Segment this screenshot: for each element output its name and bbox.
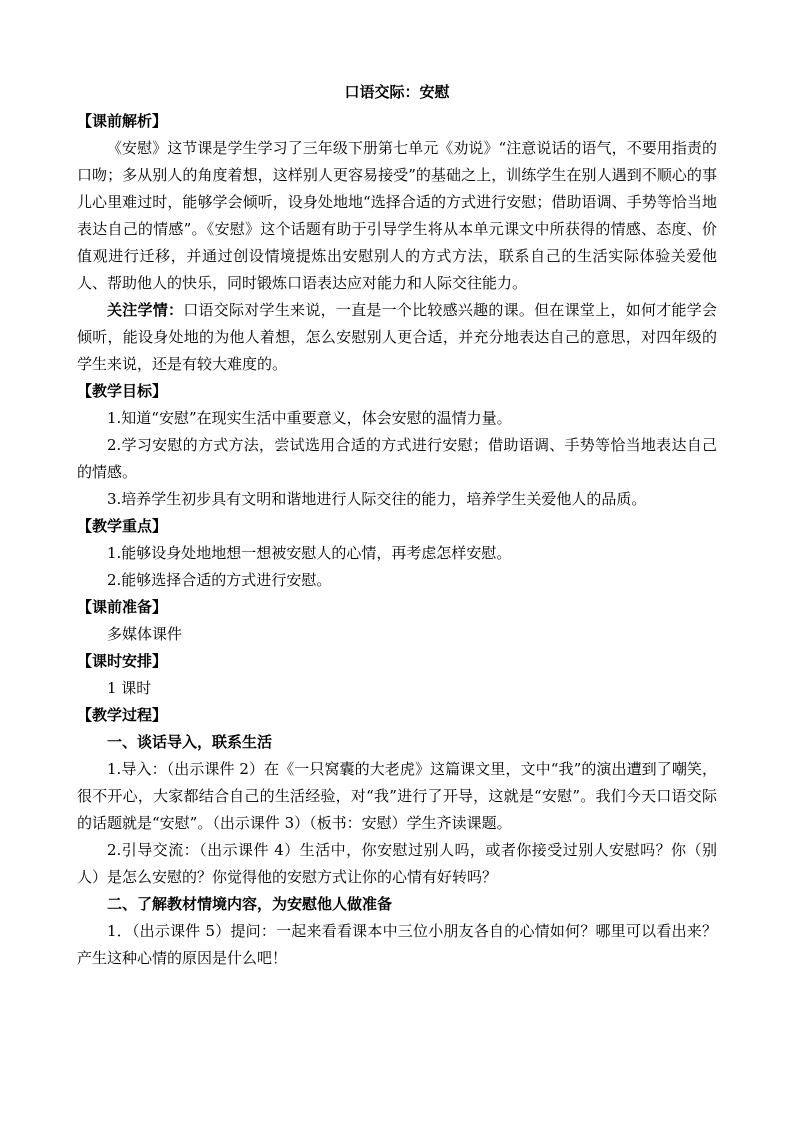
section-heading-goals: 【教学目标】 — [77, 382, 168, 400]
section-heading-schedule: 【课时安排】 — [77, 652, 168, 670]
key-point-item: 2.能够选择合适的方式进行安慰。 — [107, 571, 332, 589]
process-paragraph: 2.引导交流：（出示课件 4）生活中，你安慰过别人吗，或者你接受过别人安慰吗？你（别人）是怎么安慰的？你觉得他的安慰方式让你的心情有好转吗？ — [77, 841, 717, 886]
section-heading-key-points: 【教学重点】 — [77, 517, 168, 535]
section-heading-process: 【教学过程】 — [77, 706, 168, 724]
document-body — [77, 108, 717, 972]
process-paragraph: 1．（出示课件 5）提问：一起来看看课本中三位小朋友各自的心情如何？哪里可以看出来？产生这种心情的原因是什么吧！ — [77, 922, 717, 967]
analysis-paragraph: 《安慰》这节课是学生学习了三年级下册第七单元《劝说》“注意说话的语气，不要用指责的口吻；多从别人的角度着想，这样别人更容易接受”的基础之上，训练学生在别人遇到不顺心的事儿心里难过时，能够学会倾听，设身处地地“选择合适的方式进行安慰；借助语调、手势等恰当地表达自己的情感”。《安慰》这个话题有助于引导学生将从本单元课文中所获得的情感、态度、价值观进行迁移，并通过创设情境提炼出安慰别人的方式方法，联系自己的生活实际体验关爱他人、帮助他人的快乐，同时锻炼口语表达应对能力和人际交往能力。 — [77, 139, 717, 292]
page-title: 口语交际：安慰 — [344, 83, 450, 101]
student-situation-paragraph — [77, 297, 717, 378]
student-situation-label: 关注学情： — [107, 301, 184, 319]
preparation-text: 多媒体课件 — [107, 625, 183, 643]
goal-item: 3.培养学生初步具有文明和谐地进行人际交往的能力，培养学生关爱他人的品质。 — [107, 490, 647, 508]
key-point-item: 1.能够设身处地地想一想被安慰人的心情，再考虑怎样安慰。 — [107, 544, 512, 562]
schedule-text: 1 课时 — [107, 679, 152, 697]
process-paragraph: 1.导入：（出示课件 2）在《一只窝囊的大老虎》这篇课文里，文中“我”的演出遭到了嘲笑，很不开心，大家都结合自己的生活经验，对“我”进行了开导，这就是“安慰”。我们今天口语交际的话题就是“安慰”。（出示课件 3）（板书：安慰）学生齐读课题。 — [77, 760, 717, 832]
process-subheading: 一、谈话导入，联系生活 — [107, 733, 273, 751]
goal-item: 2.学习安慰的方式方法，尝试选用合适的方式进行安慰；借助语调、手势等恰当地表达自己的情感。 — [77, 436, 717, 481]
student-situation-text: 口语交际对学生来说，一直是一个比较感兴趣的课。但在课堂上，如何才能学会倾听，能设身处地的为他人着想，怎么安慰别人更合适，并充分地表达自己的意思，对四年级的学生来说，还是有较大难度的。 — [77, 301, 717, 373]
section-heading-preparation: 【课前准备】 — [77, 598, 168, 616]
process-subheading: 二、了解教材情境内容，为安慰他人做准备 — [107, 895, 393, 913]
goal-item: 1.知道“安慰”在现实生活中重要意义，体会安慰的温情力量。 — [107, 409, 512, 427]
section-heading-analysis: 【课前解析】 — [77, 112, 168, 130]
